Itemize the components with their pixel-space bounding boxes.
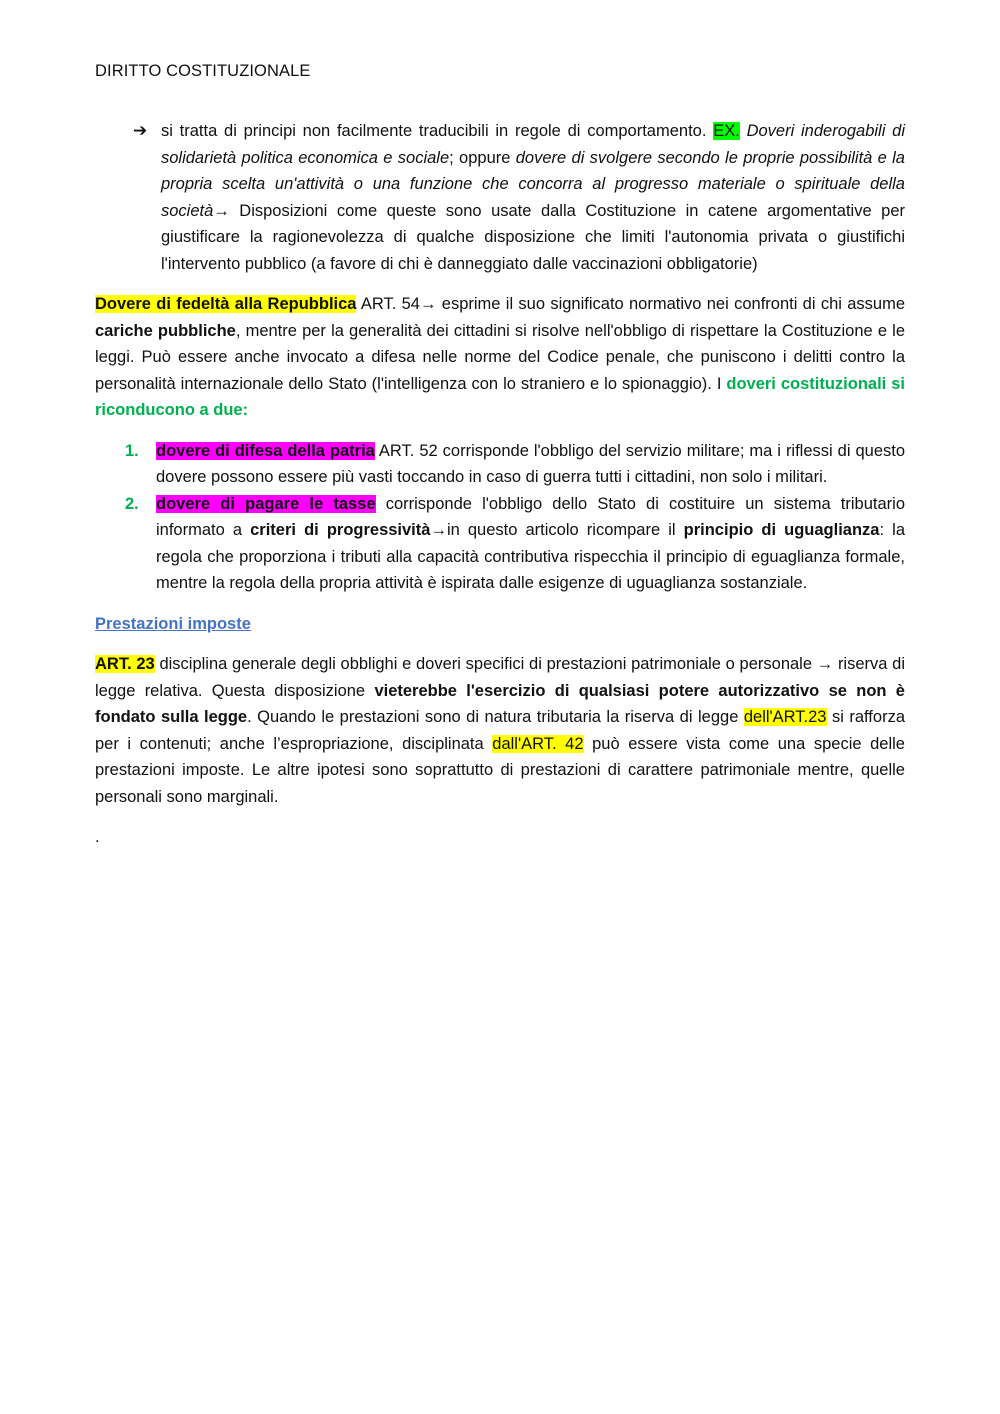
bullet-text-1: si tratta di principi non facilmente traducibili in regole di comportamento. (161, 122, 714, 140)
prestazioni-text-3: si rafforza per i contenuti; anche l’espropriazione, disciplinata (95, 708, 905, 753)
art-23-reference: dell'ART.23 (743, 708, 827, 726)
duty-highlight: dovere di pagare le tasse (156, 494, 376, 513)
bullet-italic-1: Doveri inderogabili di solidarietà politica economica e sociale (161, 122, 905, 167)
duty-text-2: →in questo articolo ricompare il (430, 521, 684, 539)
list-item (95, 491, 905, 597)
prestazioni-paragraph (95, 651, 905, 810)
bullet-text-4: → Disposizioni come queste sono usate dalla Costituzione in catene argomentative per giustificare la ragionevolezza di qualche disposizione che limiti l'autonomia privata o giustifichi l'intervento pubblico (a favore di chi è danneggiato dalle vaccinazioni obbligatorie) (161, 201, 905, 273)
bullet-text-3: ; oppure (449, 148, 516, 167)
fedelta-green-text: doveri costituzionali si riconducono a due: (95, 374, 905, 419)
duty-text-1: corrisponde l'obbligo dello Stato di costituire un sistema tributario informato a (156, 494, 905, 539)
prestazioni-bold-1: vieterebbe l'esercizio di qualsiasi potere autorizzativo se non è fondato sulla legge (95, 681, 905, 726)
art-23-label: ART. 23 (95, 655, 155, 673)
arrow-bullet-paragraph (95, 118, 905, 277)
duty-highlight: dovere di difesa della patria (156, 441, 375, 460)
fedelta-paragraph (95, 291, 905, 424)
duty-text-3: : la regola che proporziona i tributi alla capacità contributiva rispecchia il principio di eguaglianza formale, mentre la regola della propria attività è ispirata dalle esigenze di uguaglianza sostanziale. (156, 521, 905, 592)
duty-text-1: ART. 52 corrisponde l'obbligo del servizio militare; ma i riflessi di questo dovere possono essere più vasti toccando in caso di guerra tutti i cittadini, non solo i militari. (156, 441, 906, 486)
prestazioni-text-4: può essere vista come una specie delle prestazioni imposte. Le altre ipotesi sono soprattutto di prestazioni di carattere patrimoniale mentre, quelle personali sono marginali. (95, 734, 905, 806)
list-item (95, 438, 905, 491)
document-header: DIRITTO COSTITUZIONALE (95, 62, 311, 80)
bullet-text (161, 118, 905, 277)
fedelta-text-2: , mentre per la generalità dei cittadini si risolve nell'obbligo di rispettare la Costituzione e le leggi. Può essere anche invocato a difesa nelle norme del Codice penale, che puniscono i delitti contro la personalità internazionale dello Stato (l'intelligenza con lo straniero e lo spionaggio). I (95, 321, 906, 393)
list-item-text (156, 438, 905, 491)
section-title-prestazioni: Prestazioni imposte (95, 614, 251, 633)
bullet-text-2 (740, 122, 747, 140)
art-42-reference: dall'ART. 42 (492, 734, 584, 753)
fedelta-title: Dovere di fedeltà alla Repubblica (95, 295, 357, 313)
duty-bold-2: principio di uguaglianza (683, 521, 880, 539)
prestazioni-text-2: . Quando le prestazioni sono di natura tributaria la riserva di legge (247, 708, 744, 726)
arrow-right-icon: ➔ (133, 121, 148, 140)
duties-list (95, 438, 905, 597)
trailing-dot: . (95, 828, 100, 846)
list-item-number: 1. (125, 441, 139, 460)
document-body (95, 118, 905, 851)
fedelta-bold-1: cariche pubbliche (95, 321, 236, 340)
bullet-italic-2: dovere di svolgere secondo le proprie possibilità e la propria scelta un'attività o una funzione che concorra al progresso materiale o spirituale della società (161, 148, 905, 220)
ex-label: EX. (713, 122, 740, 140)
list-item-number: 2. (125, 494, 139, 513)
prestazioni-text-1: disciplina generale degli obblighi e doveri specifici di prestazioni patrimoniale o personale → riserva di legge relativa. Questa disposizione (95, 655, 906, 700)
list-item-text (156, 491, 905, 597)
duty-bold-1: criteri di progressività (250, 521, 431, 539)
fedelta-text-1: ART. 54→ esprime il suo significato normativo nei confronti di chi assume (356, 295, 905, 313)
